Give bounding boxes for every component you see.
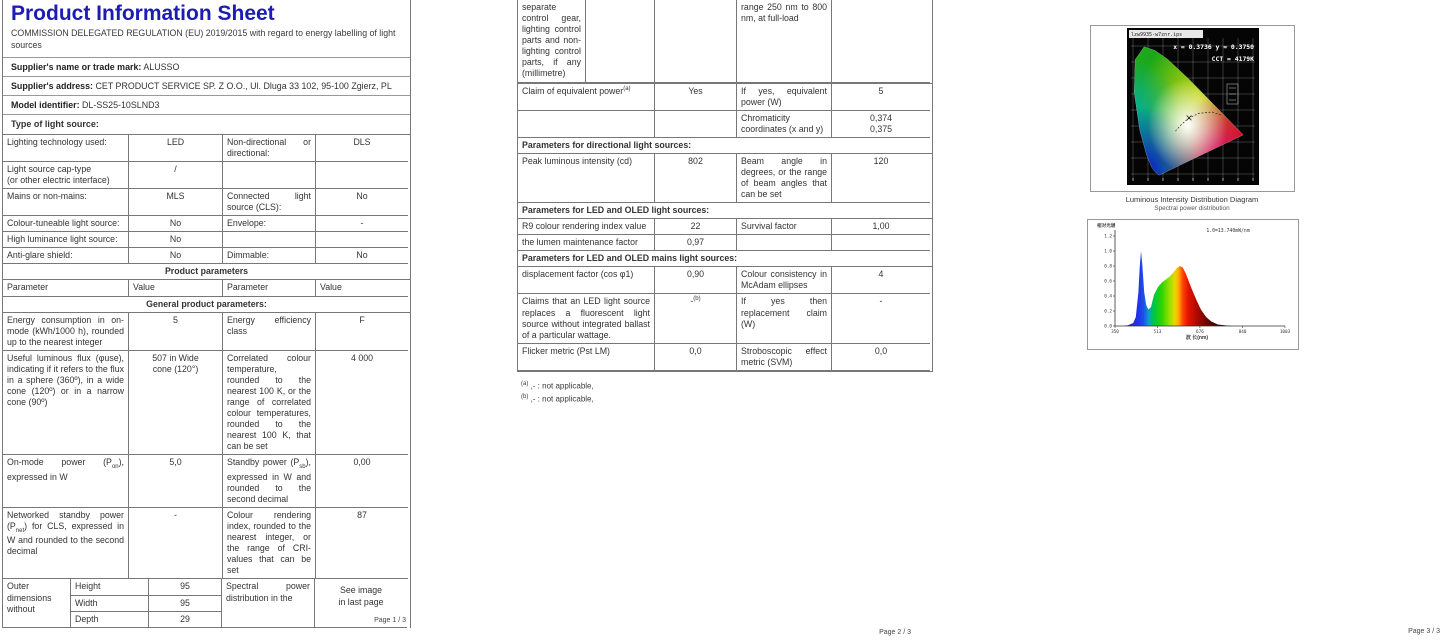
svg-text:513: 513 bbox=[1153, 330, 1162, 335]
parameter-cell: Claims that an LED light source replaces a fluorescent light source without integrated ballast of a particular wattage. bbox=[518, 294, 655, 343]
table-row bbox=[3, 162, 410, 189]
parameter-cell: Energy efficiency class bbox=[223, 313, 316, 351]
value-cell: - bbox=[832, 294, 930, 343]
svg-text:840: 840 bbox=[1238, 330, 1247, 335]
dimension-value: 95 bbox=[149, 596, 222, 612]
value-cell: F bbox=[316, 313, 408, 351]
value-cell: 0,374 0,375 bbox=[832, 111, 930, 138]
dimensions-label: Outer dimensions without bbox=[3, 579, 71, 627]
xy-coordinates-text: x = 0.3736 y = 0.3750 bbox=[1172, 42, 1254, 51]
value-cell: Value bbox=[316, 280, 408, 296]
value-cell bbox=[832, 235, 930, 251]
page2-parameters-table bbox=[517, 84, 933, 372]
table-row bbox=[518, 294, 932, 343]
value-cell: MLS bbox=[129, 189, 223, 216]
table-row bbox=[3, 508, 410, 579]
cie-diagram-svg bbox=[1127, 28, 1259, 185]
normalization-annotation: 1.0=13.740mW/nm bbox=[1206, 229, 1250, 234]
value-cell: 87 bbox=[316, 508, 408, 579]
parameter-cell: Survival factor bbox=[737, 219, 832, 235]
dimension-value: 29 bbox=[149, 612, 222, 628]
parameter-cell: Claim of equivalent power$^{(a)}$ bbox=[518, 84, 655, 111]
regulation-subtitle: COMMISSION DELEGATED REGULATION (EU) 2019/2015 with regard to energy labelling of light sources bbox=[3, 27, 410, 58]
value-cell: 507 in Wide cone (120°) bbox=[129, 351, 223, 456]
parameter-cell: the lumen maintenance factor bbox=[518, 235, 655, 251]
parameter-cell: R9 colour rendering index value bbox=[518, 219, 655, 235]
footnotes bbox=[517, 380, 933, 405]
parameter-cell: Anti-glare shield: bbox=[3, 248, 129, 264]
table-row bbox=[518, 111, 932, 138]
value-cell bbox=[655, 111, 737, 138]
supplier-address-row bbox=[3, 77, 410, 96]
value-cell: 5 bbox=[129, 313, 223, 351]
table-row bbox=[3, 280, 410, 296]
svg-text:0.4: 0.4 bbox=[1104, 294, 1112, 300]
value-cell: Parameter bbox=[3, 280, 129, 296]
section-heading: Parameters for directional light sources: bbox=[518, 138, 932, 154]
page3-footer: Page 3 / 3 bbox=[1408, 628, 1440, 635]
parameter-cell bbox=[586, 0, 655, 83]
model-identifier-row bbox=[3, 96, 410, 115]
page-2 bbox=[517, 0, 933, 640]
dimension-value: 95 bbox=[149, 579, 222, 595]
parameter-cell: displacement factor (cos φ1) bbox=[518, 267, 655, 294]
supplier-name-label: Supplier's name or trade mark: bbox=[11, 61, 142, 72]
parameter-cell: Networked standby power $(P_{net})$ for CLS, expressed in W and rounded to the second decimal bbox=[3, 508, 129, 579]
value-cell: 4 bbox=[832, 267, 930, 294]
parameter-cell: Beam angle in degrees, or the range of beam angles that can be set bbox=[737, 154, 832, 203]
value-cell: Yes bbox=[655, 84, 737, 111]
value-cell bbox=[316, 162, 408, 189]
table-row bbox=[3, 351, 410, 456]
diagram-file-label: lzw9935-w7znr.ips bbox=[1130, 31, 1182, 38]
svg-text:0.6: 0.6 bbox=[1104, 279, 1112, 285]
svg-text:0.2: 0.2 bbox=[1104, 309, 1112, 315]
parameter-cell: On-mode power $(P_{on})$, expressed in W bbox=[3, 455, 129, 508]
parameter-cell bbox=[223, 162, 316, 189]
value-cell: DLS bbox=[316, 135, 408, 162]
parameter-cell: Energy consumption in on-mode (kWh/1000 h), rounded up to the nearest integer bbox=[3, 313, 129, 351]
table-row bbox=[3, 313, 410, 351]
value-cell: No bbox=[316, 189, 408, 216]
section-heading: Parameters for LED and OLED light sources: bbox=[518, 203, 932, 219]
value-cell: No bbox=[129, 248, 223, 264]
parameter-cell: Non-directional or directional: bbox=[223, 135, 316, 162]
page-title: Product Information Sheet bbox=[11, 2, 275, 25]
parameter-cell: Mains or non-mains: bbox=[3, 189, 129, 216]
spectral-distribution-label: Spectral power distribution in the bbox=[222, 579, 315, 627]
model-identifier-value: DL-SS25-10SLND3 bbox=[82, 99, 160, 110]
parameter-cell: Flicker metric (Pst LM) bbox=[518, 344, 655, 371]
spd-chart-svg bbox=[1093, 220, 1293, 344]
parameter-cell: Colour rendering index, rounded to the nearest integer, or the range of CRI-values that can be set bbox=[223, 508, 316, 579]
value-cell: 802 bbox=[655, 154, 737, 203]
type-of-light-source-heading: Type of light source: bbox=[11, 118, 99, 129]
value-cell: 0,90 bbox=[655, 267, 737, 294]
parameter-cell: If yes then replacement claim (W) bbox=[737, 294, 832, 343]
value-cell: / bbox=[129, 162, 223, 189]
parameter-cell: High luminance light source: bbox=[3, 232, 129, 248]
parameter-cell: Stroboscopic effect metric (SVM) bbox=[737, 344, 832, 371]
chromaticity-diagram-box bbox=[1090, 25, 1295, 192]
value-cell: 22 bbox=[655, 219, 737, 235]
svg-text:350: 350 bbox=[1111, 330, 1119, 335]
parameter-cell bbox=[223, 232, 316, 248]
value-cell: 120 bbox=[832, 154, 930, 203]
parameter-cell: Colour consistency in McAdam ellipses bbox=[737, 267, 832, 294]
parameter-cell: Correlated colour temperature, rounded to the nearest 100 K, or the range of correlated colour temperatures, rounded to the nearest 100 K, that can be set bbox=[223, 351, 316, 456]
x-axis-label: 波 长(nm) bbox=[1185, 335, 1209, 341]
parameter-cell: separate control gear, lighting control parts and non-lighting control parts, if any (millimetre) bbox=[518, 0, 586, 83]
footnote-a: $^{(a)}$ ,- : not applicable, bbox=[521, 380, 594, 391]
supplier-address-label: Supplier's address: bbox=[11, 80, 94, 91]
dimension-name: Height bbox=[71, 579, 149, 595]
table-row bbox=[518, 344, 932, 371]
parameter-cell: Envelope: bbox=[223, 216, 316, 232]
value-cell: 5,0 bbox=[129, 455, 223, 508]
value-cell: No bbox=[316, 248, 408, 264]
svg-text:1.0: 1.0 bbox=[1104, 249, 1112, 255]
supplier-name-value: ALUSSO bbox=[143, 61, 180, 72]
y-axis-label: 相对光谱 bbox=[1097, 223, 1116, 228]
value-cell: Value bbox=[129, 280, 223, 296]
table-row bbox=[3, 135, 410, 162]
table-row bbox=[3, 232, 410, 248]
table-row bbox=[518, 267, 932, 294]
footnote-b: $^{(b)}$ ,- : not applicable, bbox=[521, 393, 594, 404]
model-identifier-label: Model identifier: bbox=[11, 99, 80, 110]
cie-chromaticity-diagram bbox=[1127, 28, 1259, 190]
value-cell: No bbox=[129, 232, 223, 248]
parameter-cell bbox=[737, 235, 832, 251]
value-cell: 0,0 bbox=[832, 344, 930, 371]
table-row bbox=[518, 235, 932, 251]
parameter-cell bbox=[832, 0, 930, 83]
cct-text: CCT = 4179K bbox=[1211, 54, 1254, 63]
diagram-caption: Luminous Intensity Distribution Diagram bbox=[1125, 195, 1259, 204]
parameter-cell: Standby power $(P_{sb})$, expressed in W and rounded to the second decimal bbox=[223, 455, 316, 508]
svg-text:1003: 1003 bbox=[1279, 330, 1291, 335]
supplier-name-row bbox=[3, 58, 410, 77]
svg-text:0.8: 0.8 bbox=[1104, 264, 1112, 270]
value-cell: 0,0 bbox=[655, 344, 737, 371]
table-row bbox=[518, 154, 932, 203]
value-cell: No bbox=[129, 216, 223, 232]
parameter-cell: Lighting technology used: bbox=[3, 135, 129, 162]
parameter-cell: Connected light source (CLS): bbox=[223, 189, 316, 216]
page-1 bbox=[2, 0, 411, 628]
value-cell: LED bbox=[129, 135, 223, 162]
table-row bbox=[3, 216, 410, 232]
table-row bbox=[3, 189, 410, 216]
spd-caption: Spectral power distribution bbox=[1154, 205, 1230, 212]
dimension-name: Width bbox=[71, 596, 149, 612]
table-row bbox=[518, 84, 932, 111]
supplier-address-value: CET PRODUCT SERVICE SP. Z O.O., Ul. Dluga 33 102, 95-100 Zgierz, PL bbox=[95, 80, 392, 91]
svg-text:1.2: 1.2 bbox=[1104, 234, 1112, 240]
parameter-cell: If yes, equivalent power (W) bbox=[737, 84, 832, 111]
table-row bbox=[3, 248, 410, 264]
parameter-cell: Peak luminous intensity (cd) bbox=[518, 154, 655, 203]
parameter-cell: Light source cap-type (or other electric interface) bbox=[3, 162, 129, 189]
page1-parameters-table bbox=[3, 134, 410, 580]
value-cell: - bbox=[316, 216, 408, 232]
value-cell: Parameter bbox=[223, 280, 316, 296]
dimension-name: Depth bbox=[71, 612, 149, 628]
section-heading: General product parameters: bbox=[3, 297, 410, 313]
parameter-cell: Dimmable: bbox=[223, 248, 316, 264]
parameter-cell: Colour-tuneable light source: bbox=[3, 216, 129, 232]
value-cell: 0,00 bbox=[316, 455, 408, 508]
outer-dimensions-row bbox=[3, 579, 410, 627]
parameter-cell: range 250 nm to 800 nm, at full-load bbox=[737, 0, 832, 83]
section-heading: Parameters for LED and OLED mains light sources: bbox=[518, 251, 932, 267]
spectral-power-distribution-chart bbox=[1093, 220, 1293, 349]
parameter-cell bbox=[518, 111, 655, 138]
value-cell: -$^{(b)}$ bbox=[655, 294, 737, 343]
table-row bbox=[518, 0, 932, 83]
value-cell: 0,97 bbox=[655, 235, 737, 251]
page2-continuation-row bbox=[517, 0, 933, 84]
value-cell: 1,00 bbox=[832, 219, 930, 235]
spectral-power-distribution-box bbox=[1087, 219, 1299, 350]
svg-text:0.0: 0.0 bbox=[1104, 324, 1112, 330]
parameter-cell bbox=[655, 0, 737, 83]
parameter-cell: Chromaticity coordinates (x and y) bbox=[737, 111, 832, 138]
section-heading: Product parameters bbox=[3, 264, 410, 280]
value-cell: - bbox=[129, 508, 223, 579]
page1-footer: Page 1 / 3 bbox=[374, 616, 406, 624]
value-cell: 5 bbox=[832, 84, 930, 111]
parameter-cell: Useful luminous flux (φuse), indicating if it refers to the flux in a sphere (360º), in a wide cone (120º) or in a narrow cone (90º) bbox=[3, 351, 129, 456]
value-cell: 4 000 bbox=[316, 351, 408, 456]
page-3 bbox=[1085, 0, 1299, 350]
table-row bbox=[3, 455, 410, 508]
table-row bbox=[518, 219, 932, 235]
svg-text:676: 676 bbox=[1196, 330, 1204, 335]
spectral-distribution-value: See image in last page bbox=[315, 579, 407, 627]
page2-footer: Page 2 / 3 bbox=[879, 629, 911, 636]
value-cell bbox=[316, 232, 408, 248]
